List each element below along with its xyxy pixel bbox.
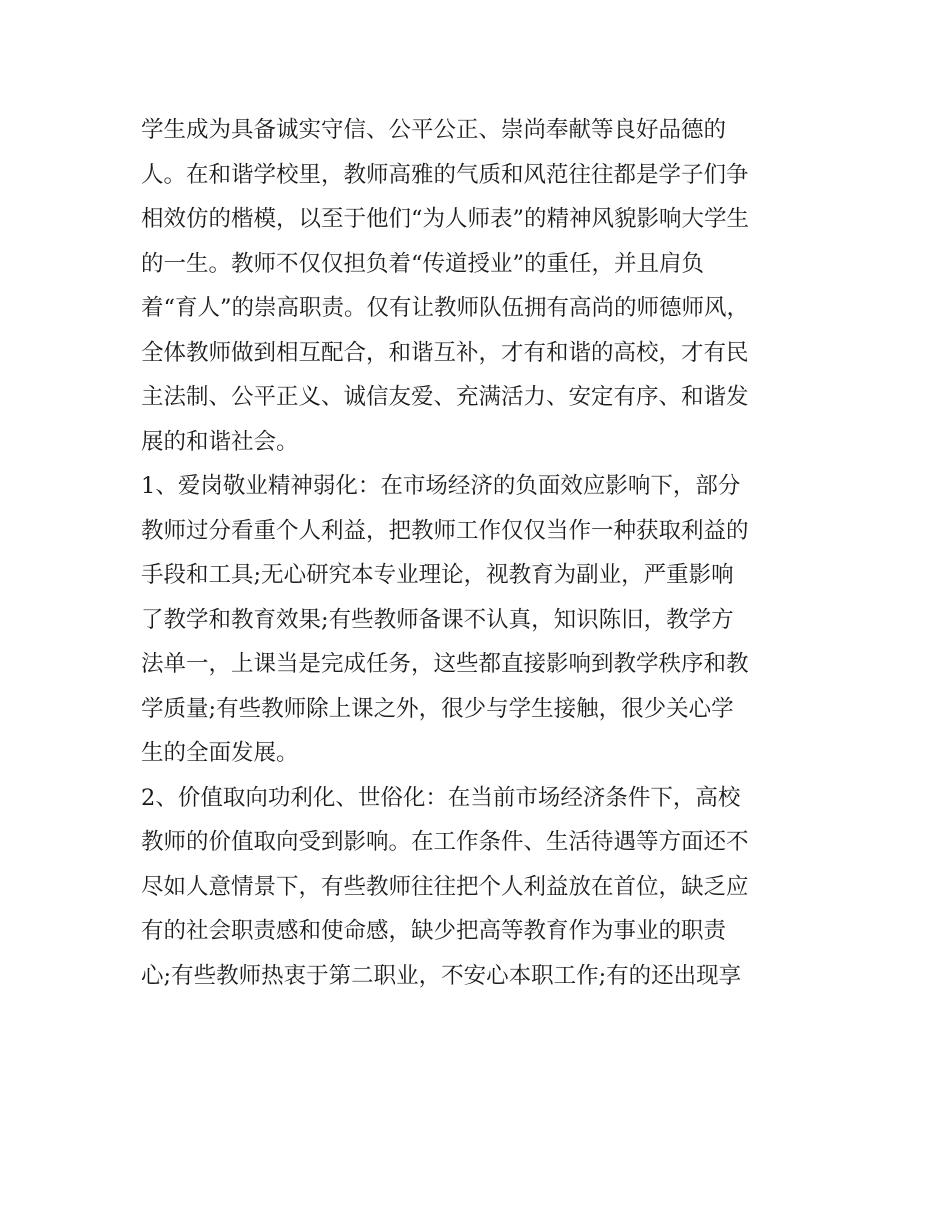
- text-line: 手段和工具;无心研究本专业理论，视教育为副业，严重影响: [141, 562, 734, 588]
- text-line: 主法制、公平正义、诚信友爱、充满活力、安定有序、和谐发: [141, 384, 749, 410]
- text-line: 学质量;有些教师除上课之外，很少与学生接触，很少关心学: [141, 695, 734, 722]
- text-line: 全体教师做到相互配合，和谐互补，才有和谐的高校，才有民: [141, 339, 749, 366]
- text-line: 教师的价值取向受到影响。在工作条件、生活待遇等方面还不: [141, 829, 749, 855]
- text-line: 有的社会职责感和使命感，缺少把高等教育作为事业的职责: [141, 918, 727, 944]
- body-text: [141, 108, 821, 998]
- text-line: 生的全面发展。: [141, 740, 299, 766]
- text-line: 的一生。教师不仅仅担负着“传道授业”的重任，并且肩负: [141, 250, 705, 277]
- text-line: 心;有些教师热衷于第二职业，不安心本职工作;有的还出现享: [141, 962, 742, 989]
- text-line: 学生成为具备诚实守信、公平公正、崇尚奉献等良好品德的: [141, 117, 727, 143]
- text-line: 1、爱岗敬业精神弱化：在市场经济的负面效应影响下，部分: [141, 473, 741, 499]
- text-line: 着“育人”的崇高职责。仅有让教师队伍拥有高尚的师德师风，: [141, 295, 750, 321]
- text-line: 了教学和教育效果;有些教师备课不认真，知识陈旧，教学方: [141, 606, 734, 633]
- text-line: 人。在和谐学校里，教师高雅的气质和风范往往都是学子们争: [141, 161, 749, 188]
- text-line: 2、价值取向功利化、世俗化：在当前市场经济条件下，高校: [141, 784, 741, 811]
- text-line: 展的和谐社会。: [141, 428, 299, 455]
- text-line: 法单一，上课当是完成任务，这些都直接影响到教学秩序和教: [141, 651, 749, 677]
- text-line: 尽如人意情景下，有些教师往往把个人利益放在首位，缺乏应: [141, 873, 749, 900]
- text-line: 教师过分看重个人利益，把教师工作仅仅当作一种获取利益的: [141, 517, 749, 544]
- text-line: 相效仿的楷模，以至于他们“为人师表”的精神风貌影响大学生: [141, 206, 750, 232]
